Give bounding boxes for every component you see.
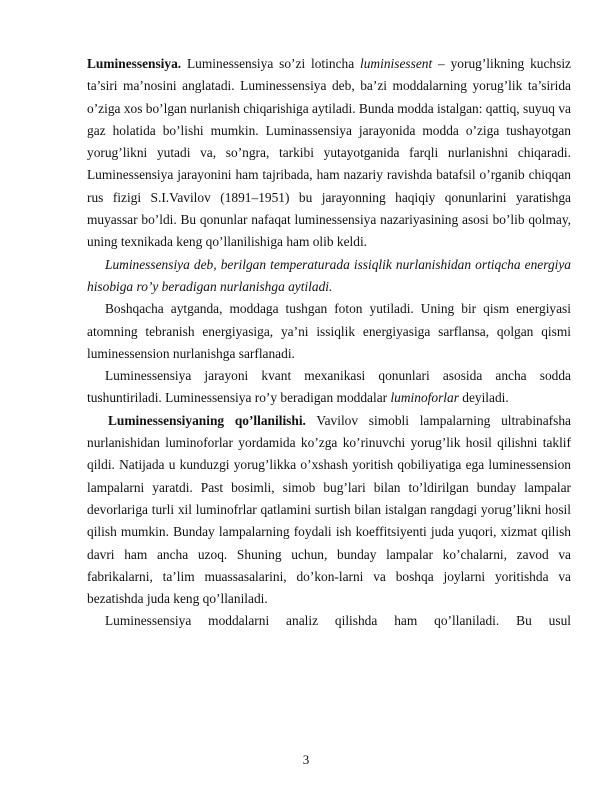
term-luminoforlar: luminoforlar: [390, 390, 459, 406]
paragraph-applications: [87, 410, 571, 611]
paragraph-text: Luminessensiya jarayoni kvant mexanikasi qonunlari asosida ancha sodda tushuntiriladi. Luminessensiya ro’y beradigan moddalar: [87, 368, 571, 406]
section-heading: Luminessensiyaning qo’llanilishi.: [108, 412, 306, 428]
document-body: [87, 53, 571, 633]
paragraph-text: Luminessensiya so’zi lotincha: [181, 56, 361, 71]
paragraph-text: Vavilov simobli lampalarning ultrabinafsha nurlanishidan luminoforlar yordamida ko’zga ko’rinuvchi yorug’lik hosil qilishni taklif qildi. Natijada u kunduzgi yorug’likka o’xshash yoritish qobiliyatiga ega luminessension lampalarni yaratdi. Past bosimli, simob bug’lari bilan to’ldirilgan bunday lampalar devorlariga turli xil luminofrlar qatlamini surtish bilan istalgan rangdagi yorug’likni hosil qilish mumkin. Bunday lampalarning foydali ish koeffitsiyenti juda yuqori, xizmat qilish davri ham ancha uzoq. Shuning uchun, bunday lampalar ko’chalarni, zavod va fabrikalarni, ta’lim muassasalarini, do’kon-larni va boshqa joylarni yoritishda va bezatishda juda keng qo’llaniladi.: [87, 412, 571, 607]
paragraph-analysis: Luminessensiya moddalarni analiz qilishda ham qo’llaniladi. Bu usul: [105, 613, 571, 629]
paragraph-text: – yorug’likning kuchsiz ta’siri ma’nosini anglatadi. Luminessensiya deb, ba’zi moddalarning yorug’lik ta’sirida o’ziga xos bo’lgan nurlanish chiqarishiga aytiladi. Bunda modda istalgan: qattiq, suyuq va gaz holatida bo’lishi mumkin. Luminassensiya jarayonida modda o’ziga tushayotgan yorug’likni yutadi va, so’ngra, tarkibi yutayotganida farqli nurlanishni chiqaradi. Luminessensiya jarayonini ham tajribada, ham nazariy ravishda batafsil o’rganib chiqqan rus fizigi S.I.Vavilov (1891–1951) bu jarayonning haqiqiy qonunlarini yaratishga muyassar bo’ldi. Bu qonunlar nafaqat luminessensiya nazariyasining asosi bo’lib qolmay, uning texnikada keng qo’llanilishiga ham olib keldi.: [87, 56, 571, 250]
section-heading: Luminessensiya.: [87, 56, 182, 71]
paragraph-photon: Boshqacha aytganda, moddaga tushgan foton yutiladi. Uning bir qism energiyasi atomning tebranish energiyasiga, ya’ni issiqlik energiyasiga sarflansa, qolgan qismi luminessension nurlanishga sarflanadi.: [87, 301, 571, 361]
page-number: 3: [302, 752, 310, 767]
paragraph-intro: [87, 53, 571, 254]
paragraph-text: deyiladi.: [458, 390, 509, 406]
paragraph-quantum: [87, 365, 571, 410]
latin-term: luminisessent: [360, 56, 433, 71]
definition-paragraph: Luminessensiya deb, berilgan temperaturada issiqlik nurlanishidan ortiqcha energiya hisobiga ro’y beradigan nurlanishga aytiladi.: [87, 256, 571, 294]
